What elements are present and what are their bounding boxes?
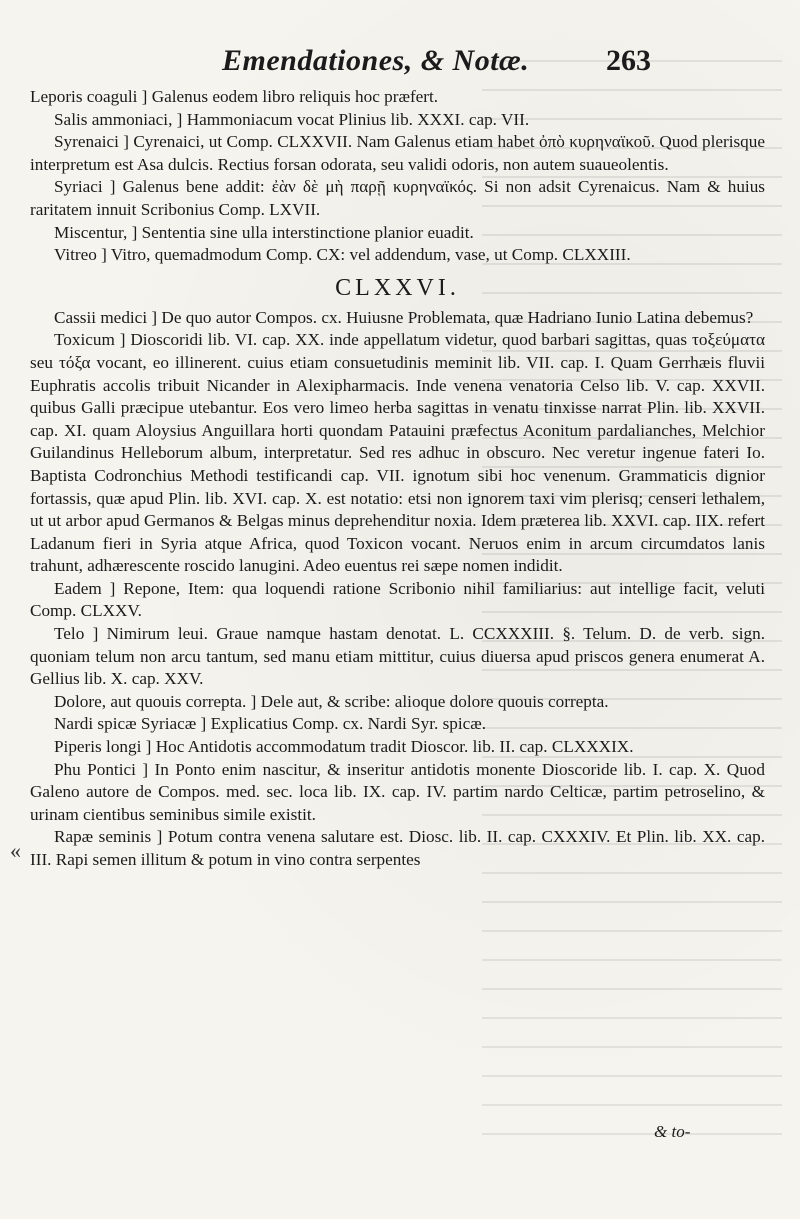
paragraph: Nardi spicæ Syriacæ ] Explicatius Comp. cx. Nardi Syr. spicæ.: [54, 714, 487, 734]
paragraph: Toxicum ] Dioscoridi lib. VI. cap. XX. inde appellatum videtur, quod barbari sagittas, quas τοξεύματα seu τόξα vocant, eo illinerent. cuius etiam consuetudinis meminit lib. VII. cap. I. Quam Gerrhæis fluvii Euphratis accolis tribuit Nicander in Alexipharmacis. Inde venena venatoria Celso lib. V. cap. XXVII. quibus Galli præcipue utebantur. Eos vero limeo herba sagittas in venatu tinxisse narrat Plin. lib. XXVII. cap. XI. quam Aloysius Anguillara horti quondam Patauini præfectus Aconitum pardalianches, Melchior Guilandinus Helleborum album, interpretatur. Sed res adhuc in obscuro. Nec veretur ingenue fateri Io. Baptista Codronchius Methodi testificandi cap. VII. ignotum sibi hoc venenum. Grammaticis dignior fortassis, quæ apud Plin. lib. XVI. cap. X. est notatio: etsi non ignorem taxi vim plerisq; censeri lethalem, ut ut arbor apud Germanos & Belgas minus deprehenditur noxia. Idem præterea lib. XXVI. cap. IIX. refert Ladanum fieri in Syria atque Africa, quod Toxicon vocant. Neruos enim in arcum circumdatos lanis trahunt, adhærescente roscido lanugini. Adeo euentus rei sæpe nomen indidit.: [30, 330, 765, 576]
paragraph: Telo ] Nimirum leui. Graue namque hastam denotat. L. CCXXXIII. §. Telum. D. de verb. sign. quoniam telum non arcu tantum, sed manu etiam mittitur, cuius diuersa apud priscos genera enumerat A. Gellius lib. X. cap. XXV.: [30, 624, 765, 689]
paragraph: Phu Pontici ] In Ponto enim nascitur, & inseritur antidotis monente Dioscoride lib. I. cap. X. Quod Galeno autore de Compos. med. sec. loca lib. IX. cap. IV. partim nardo Celticæ, partim petroselino, & urinam cientibus seminibus simile existit.: [30, 759, 765, 824]
paragraph: Piperis longi ] Hoc Antidotis accommodatum tradit Dioscor. lib. II. cap. CLXXXIX.: [54, 737, 634, 757]
paragraph: Syriaci ] Galenus bene addit: ἐὰν δὲ μὴ παρῇ κυρηναϊκός. Si non adsit Cyrenaicus. Nam & huius raritatem innuit Scribonius Comp. LXVII.: [30, 177, 765, 219]
paragraph: Salis ammoniaci, ] Hammoniacum vocat Plinius lib. XXXI. cap. VII.: [54, 109, 530, 129]
paragraph: Eadem ] Repone, Item: qua loquendi ratione Scribonio nihil familiarius: aut intellige facit, veluti Comp. CLXXV.: [30, 578, 765, 621]
catchword: & to-: [654, 1122, 691, 1141]
paragraph: Dolore, aut quouis correpta. ] Dele aut, & scribe: alioque dolore quouis correpta.: [54, 691, 609, 711]
paragraph: Miscentur, ] Sententia sine ulla interstinctione planior euadit.: [54, 222, 474, 242]
paragraph: Rapæ seminis ] Potum contra venena salutare est. Diosc. lib. II. cap. CXXXIV. Et Plin. lib. XX. cap. III. Rapi semen illitum & potum in vino contra serpentes: [30, 827, 765, 869]
paragraph: Syrenaici ] Cyrenaici, ut Comp. CLXXVII. Nam Galenus etiam habet ὀπὸ κυρηναϊκοῦ. Quod plerisque interpretum est Asa dulcis. Rectius forsan odorata, seu validi odoris, non autem suaueolentis.: [30, 132, 765, 174]
page-header: [0, 44, 800, 84]
running-head: Emendationes, & Notæ.: [222, 44, 530, 77]
paragraph: Leporis coaguli ] Galenus eodem libro reliquis hoc præfert.: [30, 87, 439, 106]
page-number: 263: [606, 44, 651, 77]
section-heading: CLXXVI.: [335, 274, 460, 301]
margin-mark: «: [10, 838, 21, 863]
paragraph: Vitreo ] Vitro, quemadmodum Comp. CX: vel addendum, vase, ut Comp. CLXXIII.: [54, 245, 631, 265]
body-text: [30, 86, 765, 872]
paragraph: Cassii medici ] De quo autor Compos. cx. Huiusne Problemata, quæ Hadriano Iunio Latina debemus?: [54, 307, 754, 327]
